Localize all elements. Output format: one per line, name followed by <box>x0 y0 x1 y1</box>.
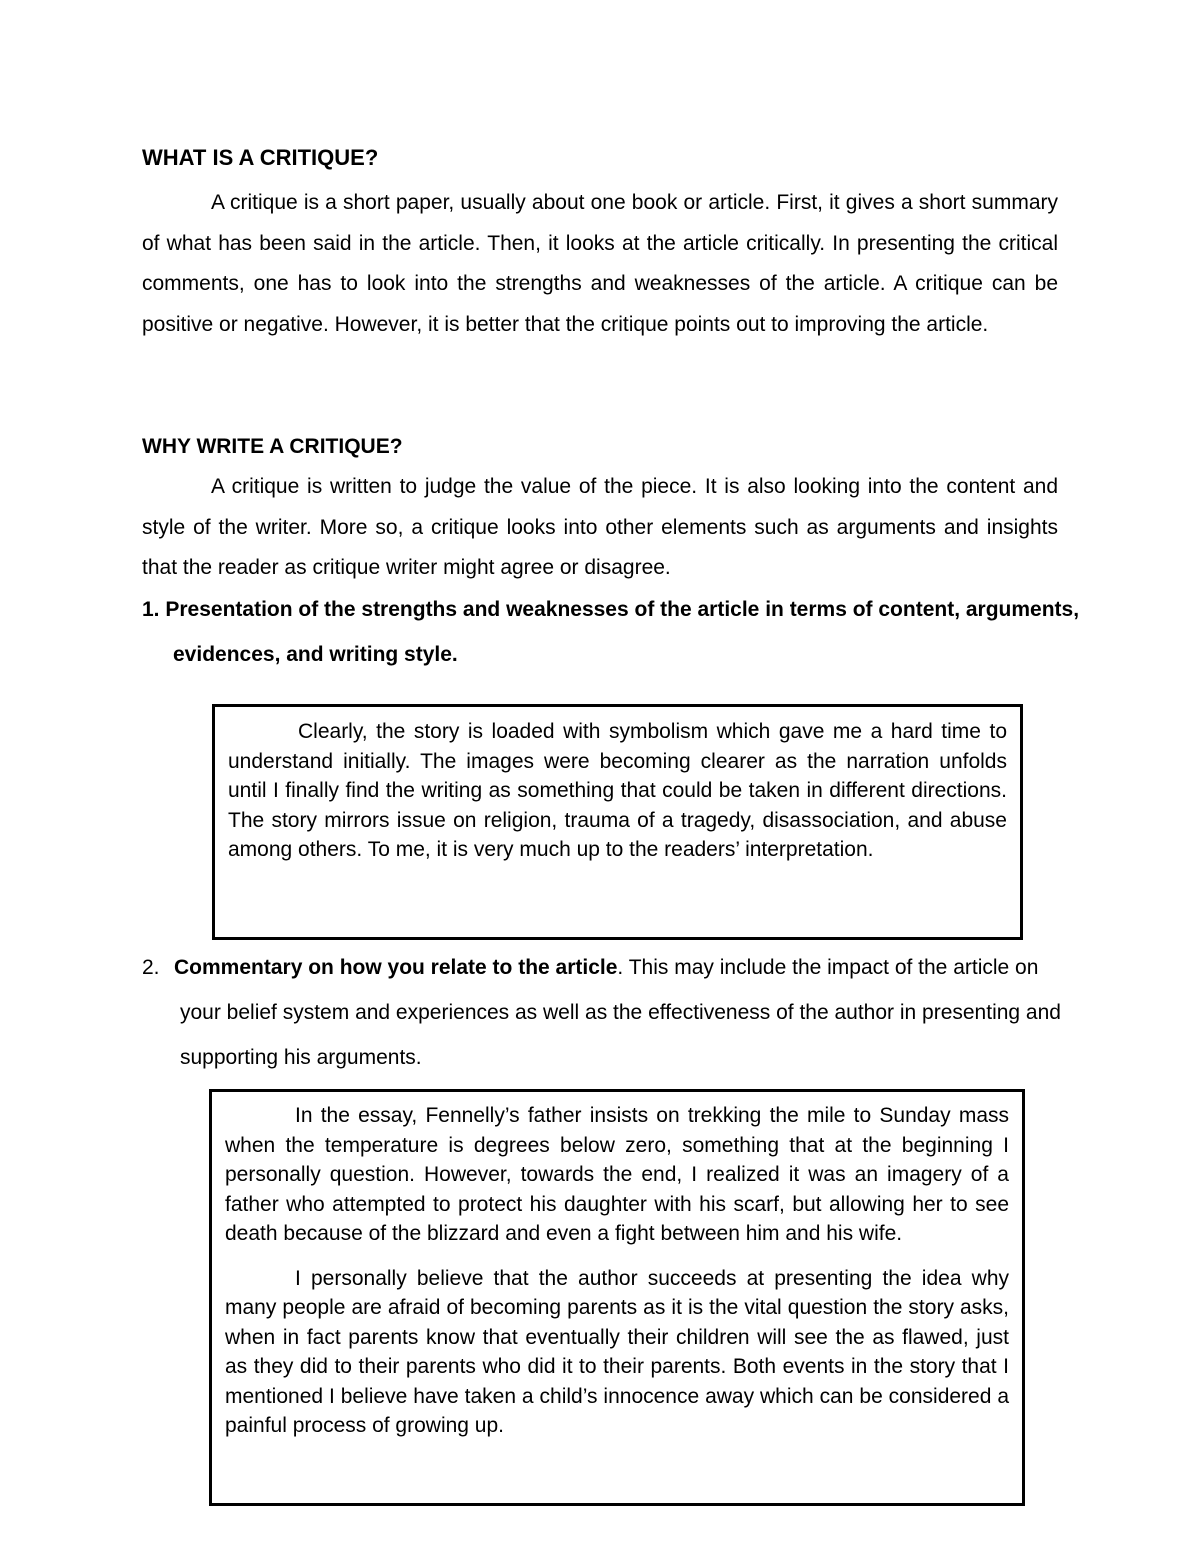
example-paragraph: In the essay, Fennelly’s father insists on trekking the mile to Sunday mass when the temperature is degrees below zero, something that at the beginning I personally question. However, towards the end, I realized it was an imagery of a father who attempted to protect his daughter with his scarf, but allowing her to see death because of the blizzard and even a fight between him and his wife. <box>225 1104 1009 1245</box>
list-item-number: 2. <box>142 956 160 979</box>
what-is-critique-paragraph: A critique is a short paper, usually about one book or article. First, it gives a short summary of what has been said in the article. Then, it looks at the article critically. In presenting the critical comments, one has to look into the strengths and weaknesses of the article. A critique can be positive or negative. However, it is better that the critique points out to improving the article. <box>142 191 1058 336</box>
list-item-text: Presentation of the strengths and weaknesses of the article in terms of content, arguments, evidences, and writing style. <box>165 598 1080 666</box>
example-paragraph: I personally believe that the author succeeds at presenting the idea why many people are afraid of becoming parents as it is the vital question the story asks, when in fact parents know that eventually their children will see the as flawed, just as they did to their parents who did it to their parents. Both events in the story that I mentioned I believe have taken a child’s innocence away which can be considered a painful process of growing up. <box>225 1266 1009 1437</box>
example-box-commentary <box>209 1089 1025 1506</box>
list-item-lead: Commentary on how you relate to the article <box>174 956 618 979</box>
list-item-commentary <box>142 945 1080 1080</box>
example-box-strengths <box>212 704 1023 940</box>
list-item-strengths-weaknesses <box>142 587 1089 677</box>
example-paragraph: Clearly, the story is loaded with symbolism which gave me a hard time to understand initially. The images were becoming clearer as the narration unfolds until I finally find the writing as something that could be taken in different directions. The story mirrors issue on religion, trauma of a tragedy, disassociation, and abuse among others. To me, it is very much up to the readers’ interpretation. <box>228 720 1007 861</box>
list-item-text: . This may include the impact of the article on your belief system and experiences as well as the effectiveness of the author in presenting and supporting his arguments. <box>180 956 1061 1069</box>
list-item-number: 1. <box>142 598 160 621</box>
why-write-critique-heading: WHY WRITE A CRITIQUE? <box>142 435 403 458</box>
why-write-critique-paragraph: A critique is written to judge the value of the piece. It is also looking into the content and style of the writer. More so, a critique looks into other elements such as arguments and insights that the reader as critique writer might agree or disagree. <box>142 475 1058 579</box>
what-is-critique-heading: WHAT IS A CRITIQUE? <box>142 145 379 170</box>
